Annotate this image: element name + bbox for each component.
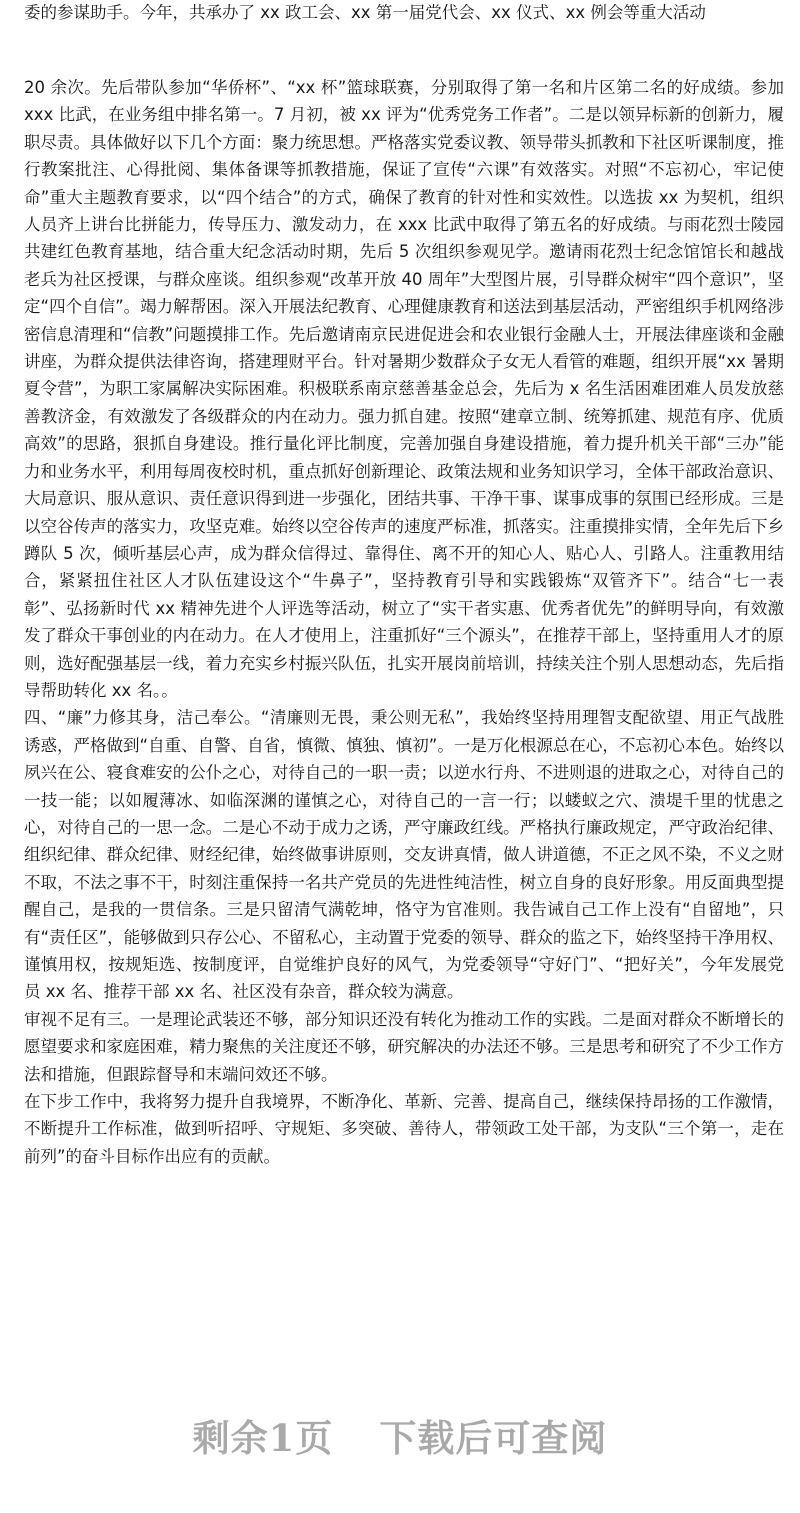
cut-off-top-line: 委的参谋助手。今年，共承办了 xx 政工会、xx 第一届党代会、xx 仪式、xx 例会等重大活动 — [24, 3, 706, 22]
download-hint-label: 下载后可查阅 — [379, 1416, 608, 1460]
paragraph-integrity: 四、“廉”力修其身，洁己奉公。“清廉则无畏，秉公则无私”，我始终坚持用理智支配欲望、用正气战胜诱惑，严格做到“自重、自警、自省，慎微、慎独、慎初”。一是万化根源总在心，不忘初心本色。始终以夙兴在公、寝食难安的公仆之心，对待自己的一职一责；以逆水行舟、不进则退的进取之心，对待自己的一技一能；以如履薄冰、如临深渊的谨慎之心，对待自己的一言一行；以蝼蚁之穴、溃堤千里的忧患之心，对待自己的一思一念。二是心不动于成力之诱，严守廉政红线。严格执行廉政规定，严守政治纪律、组织纪律、群众纪律、财经纪律，始终做事讲原则，交友讲真情，做人讲道德，不正之风不染，不义之财不取，不法之事不干，时刻注重保持一名共产党员的先进性纯洁性，树立自身的良好形象。用反面典型提醒自己，是我的一贯信条。三是只留清气满乾坤，恪守为官准则。我告诫自己工作上没有“自留地”，只有“责任区”，能够做到只存公心、不留私心，主动置于党委的领导、群众的监之下，始终坚持干净用权、谨慎用权，按规矩选、按制度评，自觉维护良好的风气，为党委领导“守好门”、“把好关”，今年发展党员 xx 名、推荐干部 xx 名、社区没有杂音，群众较为满意。 — [24, 708, 784, 1002]
paragraph-next-steps: 在下步工作中，我将努力提升自我境界，不断净化、革新、完善、提高自己，继续保持昂扬的工作激情，不断提升工作标准，做到听招呼、守规矩、多突破、善待人，带领政工处干部，为支队“三个第一，走在前列”的奋斗目标作出应有的贡献。 — [24, 1092, 784, 1166]
document-body — [24, 74, 784, 1170]
download-prompt-banner[interactable] — [0, 1408, 800, 1462]
paragraph-shortcomings: 审视不足有三。一是理论武装还不够，部分知识还没有转化为推动工作的实践。二是面对群众不断增长的愿望要求和家庭困难，精力聚焦的关注度还不够，研究解决的办法还不够。三是思考和研究了不少工作方法和措施，但跟踪督导和末端问效还不够。 — [24, 1009, 784, 1084]
paragraph-achievements: 20 余次。先后带队参加“华侨杯”、“xx 杯”篮球联赛，分别取得了第一名和片区第二名的好成绩。参加 xxx 比武，在业务组中排名第一。7 月初，被 xx 评为“优秀党务工作者”。二是以领异标新的创新力，履职尽责。具体做好以下几个方面：聚力统思想。严格落实党委议教、领导带头抓教和下社区听课制度，推行教案批注、心得批阅、集体备课等抓教措施，保证了宣传“六课”有效落实。对照“不忘初心，牢记使命”重大主题教育要求，以“四个结合”的方式，确保了教育的针对性和实效性。以选拔 xx 为契机，组织人员齐上讲台比拼能力，传导压力、激发动力，在 xxx 比武中取得了第五名的好成绩。与雨花烈士陵园共建红色教育基地，结合重大纪念活动时期，先后 5 次组织参观见学。邀请雨花烈士纪念馆馆长和越战老兵为社区授课，与群众座谈。组织参观“改革开放 40 周年”大型图片展，引导群众树牢“四个意识”，坚定“四个自信”。竭力解帮困。深入开展法纪教育、心理健康教育和送法到基层活动，严密组织手机网络涉密信息清理和“信教”问题摸排工作。先后邀请南京民进促进会和农业银行金融人士，开展法律座谈和金融讲座，为群众提供法律咨询，搭建理财平台。针对暑期少数群众子女无人看管的难题，组织开展“xx 暑期夏令营”，为职工家属解决实际困难。积极联系南京慈善基金总会，先后为 x 名生活困难团难人员发放慈善教济金，有效激发了各级群众的内在动力。强力抓自建。按照“建章立制、统筹抓建、规范有序、优质高效”的思路，狠抓自身建设。推行量化评比制度，完善加强自身建设措施，着力提升机关干部“三办”能力和业务水平，利用每周夜校时机，重点抓好创新理论、政策法规和业务知识学习，全体干部政治意识、大局意识、服从意识、责任意识得到进一步强化，团结共事、干净干事、谋事成事的氛围已经形成。三是以空谷传声的落实力，攻坚克难。始终以空谷传声的速度严标准，抓落实。注重摸排实情，全年先后下乡蹲队 5 次，倾听基层心声，成为群众信得过、靠得住、离不开的知心人、贴心人、引路人。注重教用结合，紧紧扭住社区人才队伍建设这个“牛鼻子”，坚持教育引导和实践锻炼“双管齐下”。结合“七一表彰”、弘扬新时代 xx 精神先进个人评选等活动，树立了“实干者实惠、优秀者优先”的鲜明导向，有效激发了群众干事创业的内在动力。在人才使用上，注重抓好“三个源头”，在推荐干部上，坚持重用人才的原则，选好配强基层一线，着力充实乡村振兴队伍，扎实开展岗前培训，持续关注个别人思想动态，先后指导帮助转化 xx 名。。 — [24, 78, 784, 700]
remaining-pages-label: 剩余1页 — [192, 1416, 334, 1460]
